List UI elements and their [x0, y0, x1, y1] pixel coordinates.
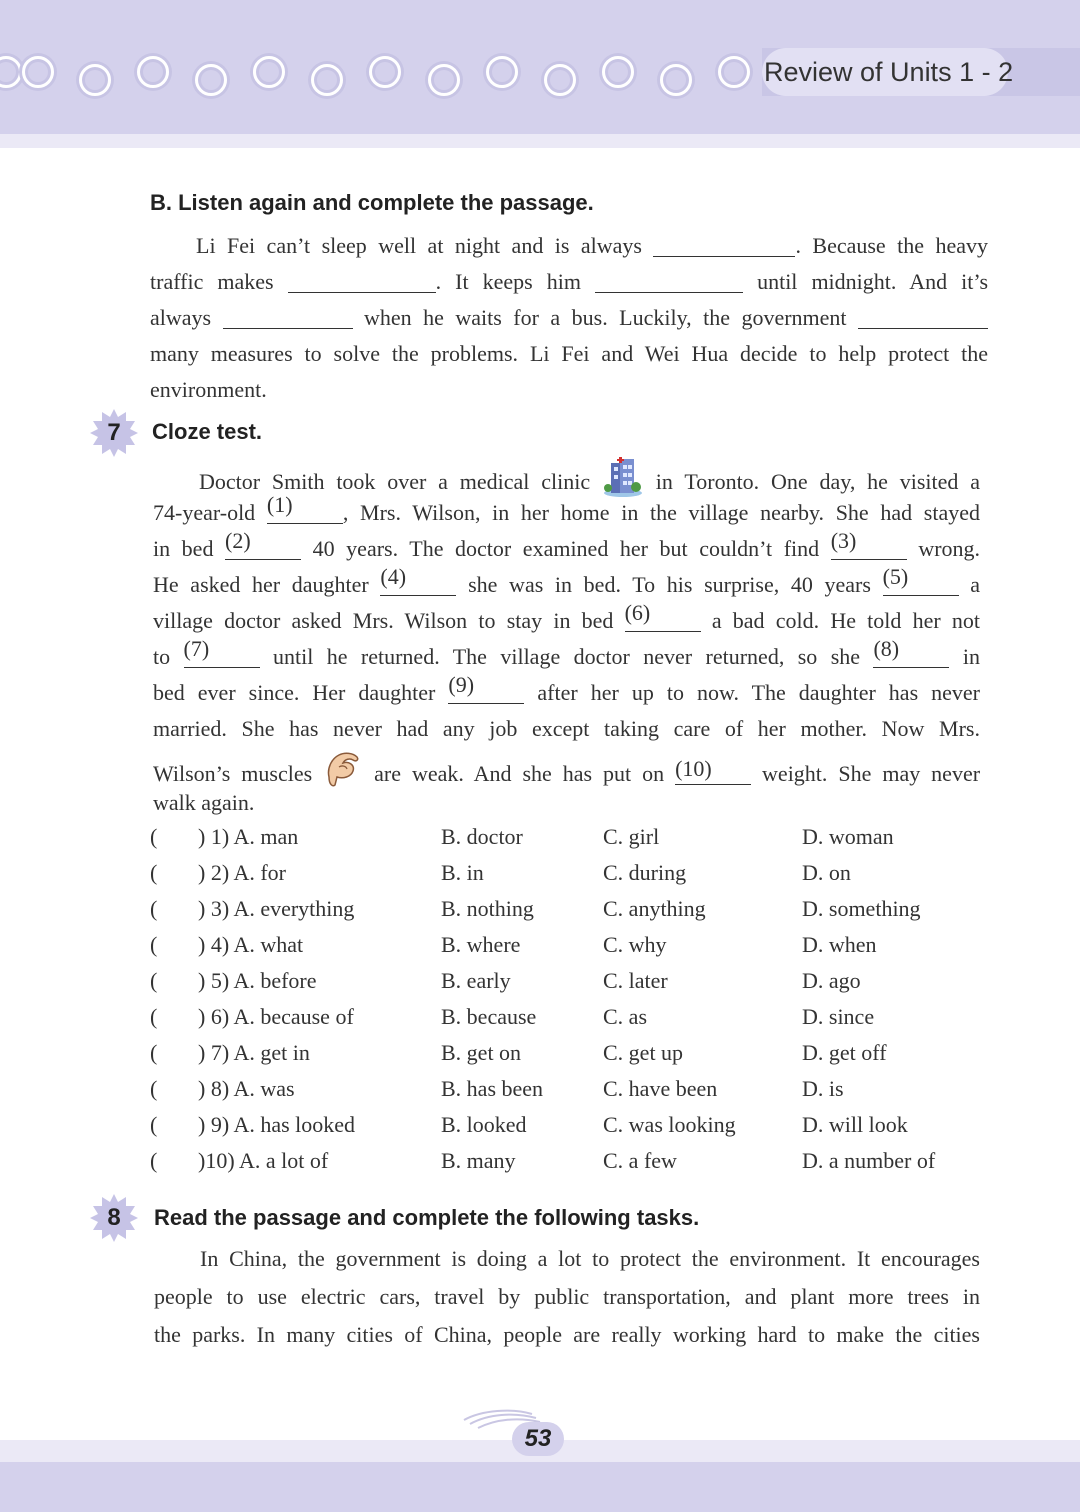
- passage-line: [153, 711, 980, 747]
- option-c: C. a few: [603, 1148, 677, 1173]
- answer-paren[interactable]: (: [150, 1148, 158, 1173]
- passage-text: in: [962, 644, 981, 669]
- option-c: C. as: [603, 1004, 647, 1029]
- blank-number: (6): [624, 600, 651, 625]
- passage-text: weight. She may never: [762, 761, 981, 786]
- blank-number: (5): [882, 564, 909, 589]
- section-number: 8: [107, 1204, 121, 1231]
- section-b-passage: [150, 228, 988, 408]
- header-rings: [0, 0, 760, 134]
- option-a: ) 2) A. for: [198, 860, 286, 885]
- option-c: C. during: [603, 860, 687, 885]
- passage-text: . It keeps him: [435, 269, 581, 294]
- option-c: C. anything: [603, 896, 706, 921]
- ring-icon: [428, 64, 460, 96]
- passage-line: [153, 672, 981, 711]
- ring-icon: [718, 56, 750, 88]
- passage-text: until midnight. And it’s: [757, 269, 989, 294]
- blank-number: (7): [183, 636, 210, 661]
- option-d: D. since: [802, 1004, 875, 1029]
- option-d: D. ago: [802, 968, 861, 993]
- passage-line: [150, 300, 988, 336]
- answer-paren[interactable]: (: [150, 860, 158, 885]
- passage-text: He asked her daughter: [153, 572, 369, 597]
- answer-blank[interactable]: [595, 270, 743, 293]
- blank-number: (3): [830, 528, 857, 553]
- passage-line: people to use electric cars, travel by public transportation, and plant more trees in: [154, 1284, 980, 1309]
- section-7-badge: [89, 408, 139, 458]
- section-b-heading: B. Listen again and complete the passage.: [150, 190, 594, 215]
- blank-number: (9): [448, 672, 475, 697]
- option-c: C. girl: [603, 824, 660, 849]
- option-d: D. something: [802, 896, 921, 921]
- option-row: [150, 1040, 970, 1076]
- option-row: [150, 932, 970, 968]
- answer-paren[interactable]: (: [150, 896, 158, 921]
- option-b: B. where: [441, 932, 521, 957]
- option-c: C. get up: [603, 1040, 684, 1065]
- option-a: ) 6) A. because of: [198, 1004, 354, 1029]
- option-row: [150, 860, 970, 896]
- option-a: ) 8) A. was: [198, 1076, 295, 1101]
- passage-line: [153, 789, 980, 817]
- answer-paren[interactable]: (: [150, 1076, 158, 1101]
- passage-text: to: [153, 644, 171, 669]
- blank-number: (4): [380, 564, 407, 589]
- cloze-blank-3[interactable]: [830, 528, 907, 560]
- passage-text: walk again.: [153, 790, 255, 815]
- option-b: B. nothing: [441, 896, 534, 921]
- reading-passage: [154, 1240, 980, 1354]
- option-b: B. in: [441, 860, 484, 885]
- answer-blank[interactable]: [858, 306, 988, 329]
- option-c: C. have been: [603, 1076, 718, 1101]
- passage-line: [150, 336, 988, 372]
- cloze-passage: [153, 457, 980, 817]
- footer-band: [0, 1462, 1080, 1512]
- blank-number: (8): [873, 636, 900, 661]
- page-number: 53: [512, 1422, 564, 1456]
- option-row: [150, 896, 970, 932]
- passage-text: . Because the heavy: [795, 233, 989, 258]
- option-row: [150, 1004, 970, 1040]
- ring-icon: [79, 64, 111, 96]
- passage-line: [150, 264, 988, 300]
- answer-paren[interactable]: (: [150, 824, 158, 849]
- section-8-badge: [89, 1193, 139, 1243]
- passage-text: a: [970, 572, 981, 597]
- option-d: D. woman: [802, 824, 894, 849]
- passage-text: when he waits for a bus. Luckily, the government: [364, 305, 847, 330]
- blank-number: (10): [675, 756, 712, 781]
- passage-text: , Mrs. Wilson, in her home in the village nearby. She had stayed: [342, 500, 981, 525]
- ring-icon: [253, 56, 285, 88]
- passage-text: until he returned. The village doctor never returned, so she: [272, 644, 861, 669]
- passage-text: after her up to now. The daughter has never: [537, 680, 981, 705]
- passage-text: in Toronto. One day, he visited a: [655, 469, 981, 494]
- answer-paren[interactable]: (: [150, 1004, 158, 1029]
- answer-blank[interactable]: [223, 306, 353, 329]
- answer-paren[interactable]: (: [150, 968, 158, 993]
- passage-text: Doctor Smith took over a medical clinic: [199, 469, 591, 494]
- option-a: ) 7) A. get in: [198, 1040, 310, 1065]
- option-c: C. later: [603, 968, 668, 993]
- answer-paren[interactable]: (: [150, 1112, 158, 1137]
- ring-icon: [0, 56, 22, 88]
- cloze-blank-5[interactable]: [882, 564, 959, 596]
- answer-paren[interactable]: (: [150, 1040, 158, 1065]
- answer-blank[interactable]: [288, 270, 436, 293]
- cloze-blank-2[interactable]: [225, 528, 301, 560]
- option-row: [150, 1112, 970, 1148]
- option-row: [150, 824, 970, 860]
- option-a: ) 4) A. what: [198, 932, 304, 957]
- arm-muscle-icon: [323, 747, 363, 803]
- cloze-blank-4[interactable]: [380, 564, 456, 596]
- answer-paren[interactable]: (: [150, 932, 158, 957]
- passage-text: 74-year-old: [153, 500, 256, 525]
- option-row: [150, 968, 970, 1004]
- option-d: D. get off: [802, 1040, 887, 1065]
- passage-line: [153, 747, 980, 789]
- passage-text: wrong.: [918, 536, 981, 561]
- passage-text: married. She has never had any job except taking care of her mother. Now Mrs.: [153, 716, 980, 741]
- section-8-heading: Read the passage and complete the following tasks.: [154, 1205, 700, 1230]
- passage-text: are weak. And she has put on: [374, 761, 665, 786]
- cloze-blank-7[interactable]: [183, 636, 260, 668]
- cloze-blank-6[interactable]: [624, 600, 701, 632]
- option-b: B. many: [441, 1148, 516, 1173]
- cloze-blank-10[interactable]: [675, 756, 751, 785]
- header-shadow: [0, 134, 1080, 148]
- blank-number: (1): [266, 492, 293, 517]
- passage-line: [150, 228, 988, 264]
- passage-text: always: [150, 305, 212, 330]
- passage-text: bed ever since. Her daughter: [153, 680, 436, 705]
- option-b: B. get on: [441, 1040, 522, 1065]
- section-number: 7: [107, 419, 121, 446]
- ring-icon: [137, 56, 169, 88]
- cloze-blank-1[interactable]: [266, 492, 343, 524]
- passage-line: [153, 600, 980, 639]
- passage-line: [153, 636, 981, 675]
- ring-icon: [369, 56, 401, 88]
- option-b: B. early: [441, 968, 511, 993]
- passage-text: environment.: [150, 377, 267, 402]
- passage-text: many measures to solve the problems. Li Fei and Wei Hua decide to help protect the: [150, 341, 988, 366]
- option-b: B. doctor: [441, 824, 523, 849]
- ring-icon: [602, 56, 634, 88]
- passage-line: In China, the government is doing a lot to protect the environment. It encourages: [200, 1246, 980, 1271]
- option-a: )10) A. a lot of: [198, 1148, 329, 1173]
- option-c: C. was looking: [603, 1112, 736, 1137]
- cloze-blank-8[interactable]: [873, 636, 949, 668]
- option-d: D. on: [802, 860, 851, 885]
- cloze-blank-9[interactable]: [448, 672, 524, 704]
- passage-text: traffic makes: [150, 269, 274, 294]
- passage-text: she was in bed. To his surprise, 40 years: [468, 572, 871, 597]
- ring-icon: [195, 64, 227, 96]
- passage-line: [150, 372, 988, 408]
- answer-blank[interactable]: [653, 234, 795, 257]
- passage-line: [153, 528, 981, 567]
- passage-line: [153, 564, 981, 603]
- passage-line: the parks. In many cities of China, people are really working hard to make the cities: [154, 1322, 980, 1347]
- option-a: ) 9) A. has looked: [198, 1112, 356, 1137]
- passage-text: 40 years. The doctor examined her but couldn’t find: [312, 536, 820, 561]
- ring-icon: [22, 56, 54, 88]
- option-b: B. because: [441, 1004, 537, 1029]
- option-d: D. a number of: [802, 1148, 936, 1173]
- ring-icon: [311, 64, 343, 96]
- option-d: D. when: [802, 932, 877, 957]
- option-a: ) 1) A. man: [198, 824, 299, 849]
- passage-text: village doctor asked Mrs. Wilson to stay in bed: [153, 608, 614, 633]
- option-d: D. will look: [802, 1112, 908, 1137]
- ring-icon: [660, 64, 692, 96]
- passage-text: a bad cold. He told her not: [711, 608, 980, 633]
- page-number-badge: [462, 1402, 582, 1462]
- unit-title: Review of Units 1 - 2: [764, 57, 1014, 87]
- option-a: ) 3) A. everything: [198, 896, 355, 921]
- ring-icon: [544, 64, 576, 96]
- option-a: ) 5) A. before: [198, 968, 317, 993]
- passage-text: Wilson’s muscles: [153, 761, 313, 786]
- option-c: C. why: [603, 932, 667, 957]
- option-d: D. is: [802, 1076, 844, 1101]
- blank-number: (2): [225, 528, 251, 553]
- ring-icon: [486, 56, 518, 88]
- option-row: [150, 1076, 970, 1112]
- section-7-heading: Cloze test.: [152, 419, 263, 444]
- option-b: B. looked: [441, 1112, 527, 1137]
- option-row: [150, 1148, 970, 1184]
- passage-text: Li Fei can’t sleep well at night and is always: [196, 233, 642, 258]
- option-b: B. has been: [441, 1076, 544, 1101]
- passage-text: in bed: [153, 536, 214, 561]
